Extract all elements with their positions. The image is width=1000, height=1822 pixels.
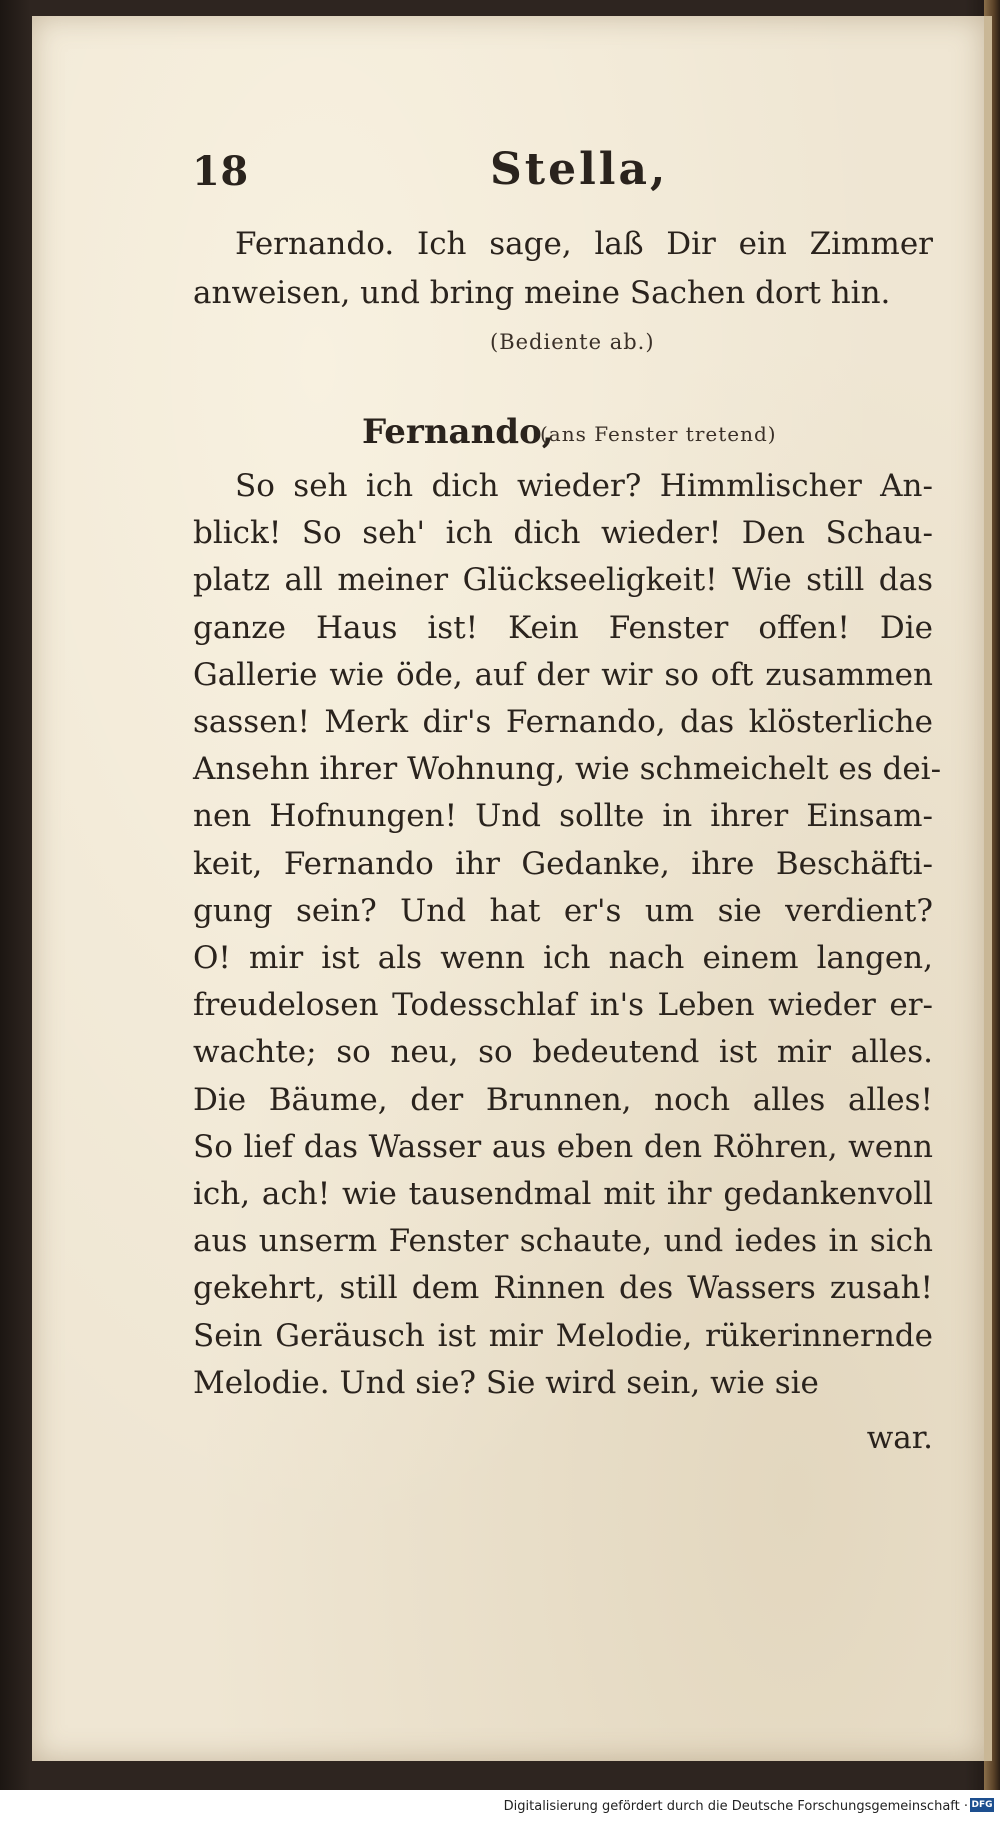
text-line: wachte; so neu, so bedeutend ist mir alles. — [193, 1034, 933, 1070]
text-line: Gallerie wie öde, auf der wir so oft zusammen — [193, 657, 933, 693]
text-line: anweisen, und bring meine Sachen dort hin. — [193, 275, 891, 311]
speaker-name: Fernando, — [362, 412, 554, 452]
dfg-logo: DFG — [971, 1800, 993, 1810]
page-number: 18 — [192, 148, 249, 195]
text-line: freudelosen Todesschlaf in's Leben wieder er- — [193, 987, 933, 1023]
footer-credit: Digitalisierung gefördert durch die Deutsche Forschungsgemeinschaft · — [503, 1799, 968, 1814]
text-line: gung sein? Und hat er's um sie verdient? — [193, 893, 933, 929]
text-line: blick! So seh' ich dich wieder! Den Schau- — [193, 515, 933, 551]
text-line: O! mir ist als wenn ich nach einem langen, — [193, 940, 933, 976]
running-title: Stella, — [490, 144, 669, 195]
text-line: ganze Haus ist! Kein Fenster offen! Die — [193, 610, 933, 646]
text-line: gekehrt, still dem Rinnen des Wassers zusah! — [193, 1270, 933, 1306]
text-line: So lief das Wasser aus eben den Röhren, wenn — [193, 1129, 933, 1165]
text-line: Fernando. Ich sage, laß Dir ein Zimmer — [235, 226, 933, 262]
text-line: ich, ach! wie tausendmal mit ihr gedankenvoll — [193, 1176, 933, 1212]
text-line: aus unserm Fenster schaute, und iedes in sich — [193, 1223, 933, 1259]
text-line: platz all meiner Glückseeligkeit! Wie still das — [193, 562, 933, 598]
text-line: sassen! Merk dir's Fernando, das klösterliche — [193, 704, 933, 740]
catchword: war. — [866, 1420, 933, 1456]
text-line: Sein Geräusch ist mir Melodie, rükerinnernde — [193, 1318, 933, 1354]
text-line: nen Hofnungen! Und sollte in ihrer Einsam- — [193, 798, 933, 834]
text-line: Die Bäume, der Brunnen, noch alles alles! — [193, 1082, 933, 1118]
text-line: Ansehn ihrer Wohnung, wie schmeichelt es dei- — [193, 751, 942, 787]
text-line: So seh ich dich wieder? Himmlischer An- — [235, 468, 933, 504]
text-line: keit, Fernando ihr Gedanke, ihre Beschäfti- — [193, 846, 933, 882]
stage-direction: (Bediente ab.) — [490, 330, 655, 354]
speaker-note: (ans Fenster tretend) — [540, 422, 777, 446]
text-line: Melodie. Und sie? Sie wird sein, wie sie — [193, 1365, 819, 1401]
